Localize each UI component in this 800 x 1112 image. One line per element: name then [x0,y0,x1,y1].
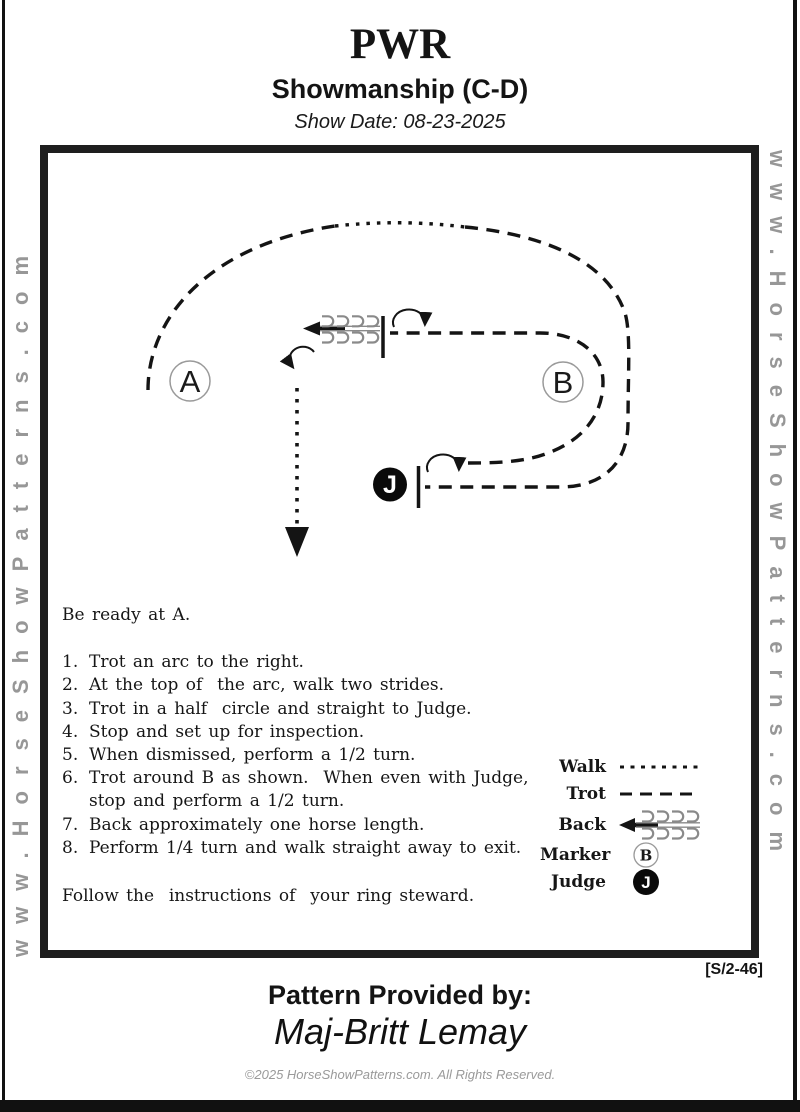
trot-line-icon [618,790,702,798]
marker-a [170,361,210,401]
instruction-item [62,814,542,837]
copyright-line: ©2025 HorseShowPatterns.com. All Rights Reserved. [244,1067,556,1082]
marker-circle-icon [631,841,661,869]
item-text: At the top of the arc, walk two strides. [89,675,445,696]
instruction-item [62,674,542,697]
exit-arrowhead-icon [285,527,309,557]
item-text: Trot around B as shown. When even with Judge, stop and perform a 1/2 turn. [89,768,536,812]
trot-arc-right-to-judge-path [425,227,629,487]
walk-line-icon [618,763,702,771]
pattern-code: [S/2-46] [705,961,763,978]
watermark-left: www.HorseShowPatterns.com [8,239,33,957]
watermark-right: www.HorseShowPatterns.com [765,150,790,868]
item-number: 7. [62,814,79,835]
item-text: Perform 1/4 turn and walk straight away to exit. [89,837,522,858]
trot-arc-left-path [148,226,335,390]
class-subtitle: Showmanship (C-D) [271,74,529,104]
half-turn-arrow-top-icon [393,310,425,327]
judge-circle-icon [631,868,661,896]
judge-letter: J [383,471,397,499]
quarter-turn-arrow-icon [290,347,314,366]
legend [540,753,720,896]
legend-row-marker [540,841,720,869]
legend-row-judge [540,869,720,897]
marker-b-letter: B [552,365,574,400]
instruction-item [62,767,542,813]
back-symbol-legend-icon [618,809,702,841]
legend-judge-label: Judge [551,872,606,893]
instruction-item [62,651,542,674]
scan-edge-bottom [0,1100,800,1112]
page-title: PWR [349,21,451,68]
item-number: 6. [62,768,79,789]
judge-symbol [373,468,407,502]
legend-row-back [540,808,720,841]
item-text: Trot in a half circle and straight to Judge. [89,698,472,719]
instruction-item [62,721,542,744]
legend-back-label: Back [558,814,606,835]
item-number: 3. [62,698,79,719]
legend-walk-label: Walk [559,756,606,777]
half-turn-arrow-judge-icon [427,455,459,472]
instruction-item [62,744,542,767]
item-text: When dismissed, perform a 1/2 turn. [89,745,416,766]
legend-marker-letter: B [639,846,653,865]
item-text: Stop and set up for inspection. [89,721,365,742]
show-date: Show Date: 08-23-2025 [294,111,506,133]
item-number: 2. [62,675,79,696]
item-text: Back approximately one horse length. [89,814,425,835]
provided-by-name: Maj-Britt Lemay [273,1011,527,1052]
instructions-outro: Follow the instructions of your ring steward. [62,886,475,907]
item-number: 4. [62,721,79,742]
item-number: 8. [62,837,79,858]
marker-b [543,362,583,402]
instruction-item [62,837,542,860]
marker-a-letter: A [179,364,201,399]
item-number: 5. [62,745,79,766]
item-number: 1. [62,652,79,673]
back-symbol-icon [303,316,380,342]
instructions-intro: Be ready at A. [62,605,191,625]
walk-top-segment-path [335,223,465,227]
item-text: Trot an arc to the right. [89,652,304,673]
legend-judge-letter: J [641,873,651,893]
legend-trot-label: Trot [566,784,606,805]
legend-row-walk [540,753,720,781]
instruction-item [62,698,542,721]
provided-by-label: Pattern Provided by: [267,980,533,1010]
legend-marker-label: Marker [540,844,611,865]
instructions-block [62,604,542,908]
legend-row-trot [540,781,720,809]
